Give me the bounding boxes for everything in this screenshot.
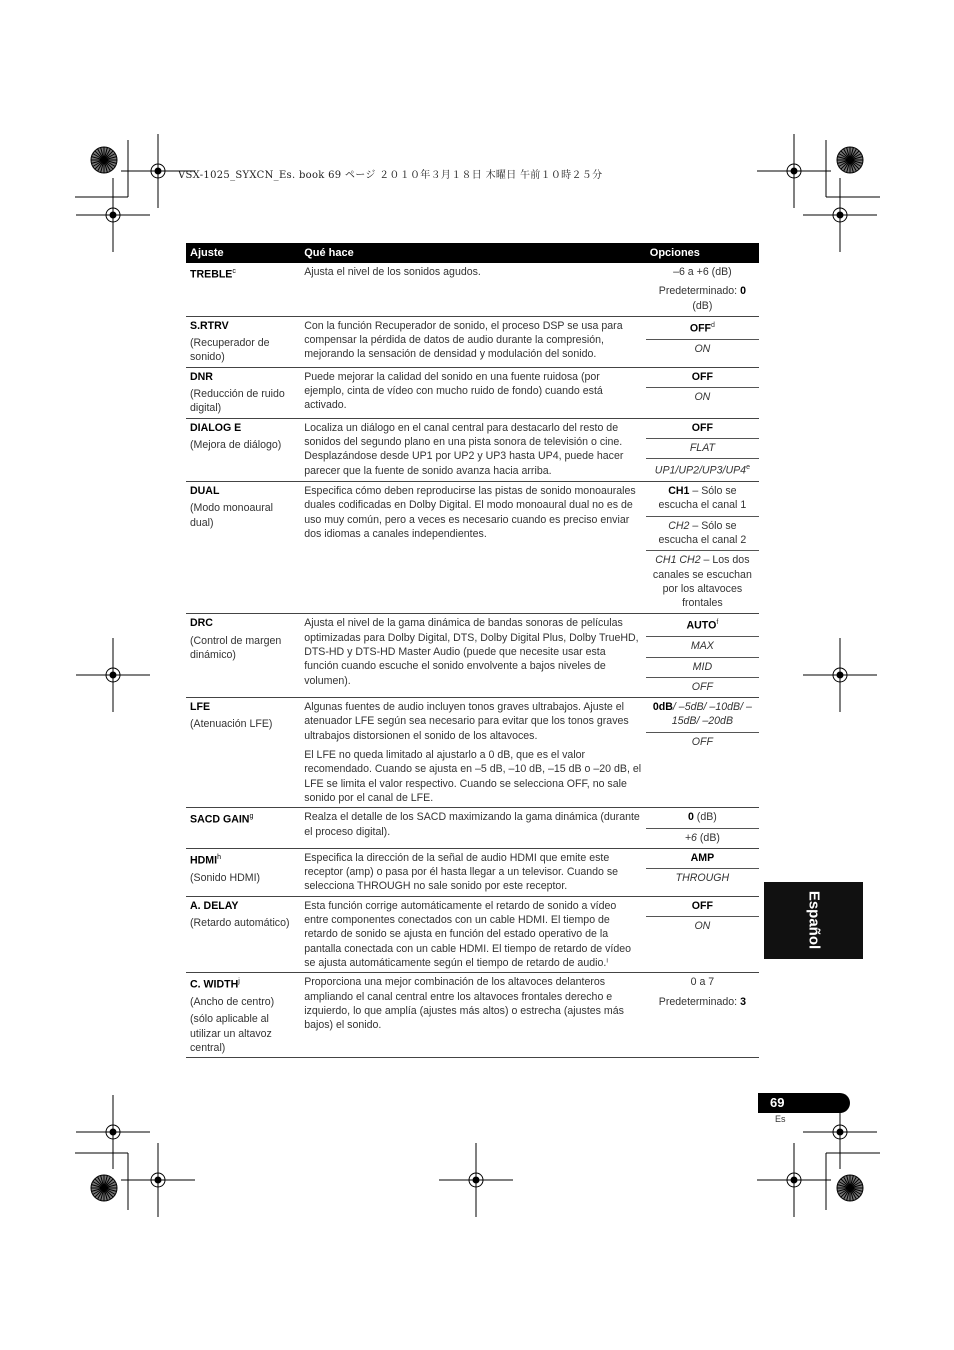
setting-subtitle: (Control de margen dinámico) [190,634,282,662]
table-row [186,973,759,1058]
description-text: Localiza un diálogo en el canal central para destacarlo del resto de sonidos del segundo plano en una pista sonora de televisión o cine. Desplazándose desde UP1 por UP2 y UP3 hasta UP4, puede hacer parecer que la fuente de sonido avanza hacia arriba. [304,421,624,477]
options-cell [646,367,759,418]
option-bold: 0 [687,811,694,824]
setting-subtitle: (Mejora de diálogo) [190,438,282,451]
description-text: Ajusta el nivel de los sonidos agudos. [304,266,481,278]
table-row [186,482,759,614]
setting-name [190,810,296,827]
option-value [646,517,759,552]
description-text: Realza el detalle de los SACD maximizando la gama dinámica (durante el proceso digital). [304,811,640,838]
description-text: Especifica la dirección de la señal de audio HDMI que emite este receptor (amp) o pasa por él hasta llegar a un televisor. Cuando se selecciona THROUGH no sale sonido por este receptor. [304,851,619,893]
table-row [186,316,759,367]
setting-name-text: C. WIDTH [190,978,239,991]
option-italic: ON [694,920,711,933]
option-text: Predeterminado: [658,995,741,1008]
setting-name [190,899,296,913]
header-ajuste: Ajuste [186,243,300,263]
option-value [646,698,759,733]
option-sup: d [711,321,715,329]
description-text: Proporciona una mejor combinación de los altavoces delanteros ampliando el canal central entre los altavoces frontales derecho e izquierdo, lo que amplía (ajustes más altos) o estrecha (ajustes más bajos) el sonido. [304,976,624,1032]
option-value [646,897,759,917]
table-row [186,808,759,849]
header-opciones: Opciones [646,243,759,263]
setting-cell [186,367,300,418]
description-text: Algunas fuentes de audio incluyen tonos graves ultrabajos. Ajuste el atenuador LFE según sea necesario para evitar que los tonos graves ultrabajos distorsionen el sonido de los altavoces. [304,701,629,742]
option-bold: AMP [690,851,715,864]
description-cell [300,418,646,481]
table-row [186,263,759,316]
setting-cell [186,973,300,1058]
option-value [646,263,759,282]
option-bold: CH1 [668,485,690,498]
option-italic: +6 [684,831,697,844]
option-value [646,917,759,936]
option-value [646,678,759,697]
footnote-mark: h [217,853,221,861]
option-after: (dB) [692,299,713,312]
option-italic: MAX [690,640,714,653]
option-bold: 3 [740,995,746,1008]
description-text: El LFE no queda limitado al ajustarlo a 0 dB, que es el valor recomendado. Cuando se ajusta en –5 dB, –10 dB, –15 dB o –20 dB, el LFE se limita el valor respectivo. Cuando se selecciona OFF, no sale sonido por el canal de LFE. [304,749,642,804]
table-row [186,418,759,481]
options-cell [646,848,759,896]
footnote-mark: j [238,978,240,986]
option-value [646,317,759,340]
header-que-hace: Qué hace [300,243,646,263]
description-cell [300,896,646,972]
option-value [646,829,759,848]
option-value [646,282,759,316]
setting-name [190,700,296,714]
setting-name-text: DRC [190,617,213,630]
description-cell [300,808,646,849]
option-italic: ON [694,342,711,355]
setting-name [190,319,296,333]
option-bold: 0dB [652,701,673,714]
setting-cell [186,316,300,367]
option-value [646,993,759,1012]
table-row [186,896,759,972]
setting-cell [186,263,300,316]
options-cell [646,698,759,808]
setting-cell [186,698,300,808]
setting-cell [186,482,300,614]
language-side-tab [764,882,863,959]
option-italic: CH1 CH2 [655,554,701,567]
option-value [646,869,759,888]
options-cell [646,808,759,849]
option-value [646,439,759,459]
footnote-mark: g [249,813,254,821]
option-after: (dB) [696,831,720,844]
table-row [186,698,759,808]
table-row [186,848,759,896]
option-after: (dB) [693,811,717,824]
setting-cell [186,848,300,896]
option-value [646,551,759,613]
option-bold: 0 [740,285,746,298]
setting-name-text: DIALOG E [190,421,242,434]
setting-name-text: TREBLE [190,268,233,281]
option-italic: UP1/UP2/UP3/UP4 [654,464,747,477]
setting-name-text: SACD GAIN [190,813,250,826]
setting-subtitle: (Atenuación LFE) [190,718,273,731]
options-cell [646,316,759,367]
setting-name-text: DUAL [190,485,220,498]
setting-cell [186,896,300,972]
option-bold: AUTO [686,620,717,632]
options-cell [646,482,759,614]
option-value [646,368,759,388]
setting-cell [186,614,300,698]
setting-name-text: A. DELAY [190,899,239,912]
description-cell [300,973,646,1058]
option-after: – Los dos canales se escuchan por los altavoces frontales [652,554,752,610]
setting-subtitle: (sólo aplicable al utilizar un altavoz central) [190,1013,272,1054]
description-cell [300,848,646,896]
setting-subtitle: (Recuperador de sonido) [190,337,270,364]
table-row [186,367,759,418]
options-cell [646,973,759,1058]
option-italic: OFF [691,680,713,693]
option-value [646,637,759,657]
setting-subtitle: (Modo monoaural dual) [190,502,274,529]
print-header: VSX-1025_SYXCN_Es. book 69 ページ ２０１０年３月１８日 木曜日 午前１０時２５分 [178,170,603,181]
description-text: Ajusta el nivel de la gama dinámica de bandas sonoras de películas optimizadas para Dolby Digital, DTS, Dolby Digital Plus, Dolby TrueHD, DTS-HD y DTS-HD Master Audio (puede que necesite usar esta función cuando escuche el sonido envolvente a bajos niveles de volumen). [304,617,639,687]
option-after: – Sólo se escucha el canal 2 [658,519,747,546]
description-text: Esta función corrige automáticamente el retardo de sonido a vídeo entre componentes conectados con un cable HDMI. El tiempo de retardo de sonido se ajusta en función del estado operativo de la pantalla conectada con un cable HDMI. El tiempo de retardo de vídeo se ajusta automáticamente según el tiempo de retardo de audio.ⁱ [304,899,632,969]
option-value [646,658,759,678]
setting-name [190,616,296,630]
option-value [646,419,759,439]
setting-subtitle: (Retardo automático) [190,917,290,930]
option-italic: MID [692,660,713,673]
option-sup: e [746,464,750,472]
options-cell [646,614,759,698]
setting-name [190,484,296,498]
option-after: – Sólo se escucha el canal 1 [658,485,747,512]
option-bold: OFF [691,370,713,383]
option-italic: / –5dB/ –10dB/ –15dB/ –20dB [671,701,752,728]
description-text: Puede mejorar la calidad del sonido en una fuente ruidosa (por ejemplo, cinta de vídeo con mucho ruido de fondo) cuando está activado. [304,370,603,412]
setting-subtitle: (Sonido HDMI) [190,871,261,884]
description-text: Especifica cómo deben reproducirse las pistas de sonido monoaurales duales codificadas en Dolby Digital. El modo monoaural dual no es de uso muy común, pero a veces es necesario cuando es preciso enviar dos idiomas a canales independientes. [304,485,636,540]
table-row [186,614,759,698]
setting-name-text: S.RTRV [190,319,229,332]
options-cell [646,263,759,316]
description-text: Con la función Recuperador de sonido, el proceso DSP se usa para compensar la pérdida de datos de audio durante la compresión, mejorando la sensación de densidad y modulación del sonido. [304,319,623,361]
setting-name [190,975,296,992]
option-italic: FLAT [689,441,715,454]
option-italic: THROUGH [675,872,730,885]
option-value [646,482,759,517]
description-cell [300,316,646,367]
description-cell [300,698,646,808]
setting-name-text: HDMI [190,854,218,867]
option-bold: OFF [689,322,712,335]
option-bold: OFF [691,899,713,912]
setting-name [190,421,296,435]
settings-table [186,243,759,1058]
description-cell [300,482,646,614]
description-cell [300,263,646,316]
option-value [646,388,759,407]
option-value [646,614,759,637]
option-value [646,973,759,992]
option-text: –6 a +6 (dB) [673,266,732,278]
setting-cell [186,418,300,481]
setting-subtitle: (Reducción de ruido digital) [190,388,285,415]
side-tab-label: Español [805,890,823,950]
option-text: 0 a 7 [690,976,715,989]
option-value [646,340,759,359]
setting-name-text: LFE [190,701,211,714]
option-bold: OFF [691,421,713,434]
option-sup: f [716,619,719,627]
footnote-mark: c [232,268,236,275]
setting-name [190,370,296,384]
option-italic: ON [694,391,711,404]
options-cell [646,418,759,481]
setting-subtitle: (Ancho de centro) [190,996,275,1009]
setting-cell [186,808,300,849]
table-header-row [186,243,759,263]
option-italic: CH2 [668,519,690,532]
option-text: Predeterminado: [658,285,741,298]
option-italic: OFF [691,735,713,748]
setting-name [190,265,296,282]
description-cell [300,367,646,418]
options-cell [646,896,759,972]
option-value [646,733,759,752]
setting-name [190,851,296,868]
description-cell [300,614,646,698]
page-number-badge [758,1093,850,1113]
language-code: Es [775,1114,786,1124]
option-value [646,459,759,481]
page-number: 69 [770,1095,785,1110]
option-value [646,849,759,869]
option-value [646,808,759,828]
setting-name-text: DNR [190,370,213,383]
